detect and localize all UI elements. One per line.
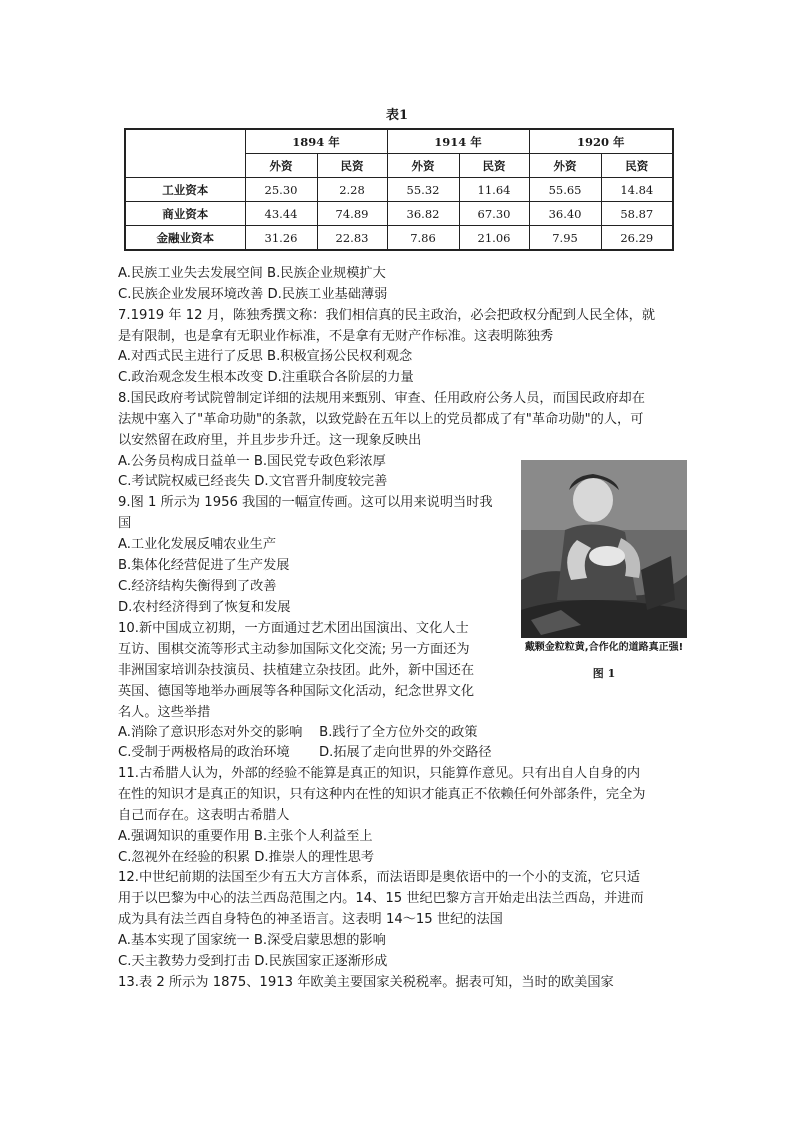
- q9-option-d: D.农村经济得到了恢复和发展: [118, 600, 291, 615]
- table-cell: 58.87: [601, 202, 673, 226]
- q7-options-ab: A.对西式民主进行了反思 B.积极宣扬公民权利观念: [118, 349, 413, 364]
- capital-table: [124, 128, 674, 251]
- q9-stem-line: 9.图 1 所示为 1956 我国的一幅宣传画。这可以用来说明当时我: [118, 495, 493, 510]
- q10-stem-line: 英国、德国等地举办画展等各种国际文化活动，纪念世界文化: [118, 684, 475, 699]
- subheader-cell: 民资: [601, 154, 673, 178]
- subheader-cell: 民资: [317, 154, 387, 178]
- q7-stem-line: 是有限制，也是拿有无职业作标准，不是拿有无财产作标准。这表明陈独秀: [118, 329, 554, 344]
- q7-options-cd: C.政治观念发生根本改变 D.注重联合各阶层的力量: [118, 370, 414, 385]
- year-header: 1920 年: [529, 129, 673, 154]
- q12-stem-line: 12.中世纪前期的法国至少有五大方言体系，而法语即是奥依语中的一个小的支流，它只适: [118, 870, 641, 885]
- table-cell: 25.30: [245, 178, 317, 202]
- subheader-cell: 外资: [387, 154, 459, 178]
- q11-options-ab: A.强调知识的重要作用 B.主张个人利益至上: [118, 829, 373, 844]
- table-row: [125, 178, 673, 202]
- table-cell: 7.95: [529, 226, 601, 251]
- propaganda-poster-image: [521, 460, 687, 638]
- table-1-title: 表1: [385, 108, 409, 123]
- q12-options-cd: C.天主教势力受到打击 D.民族国家正逐渐形成: [118, 954, 388, 969]
- subheader-cell: 民资: [459, 154, 529, 178]
- row-label: 金融业资本: [125, 226, 245, 251]
- q10-options-cd: C.受制于两极格局的政治环境 D.拓展了走向世界的外交路径: [118, 745, 492, 760]
- poster-caption: 戴颗金粒粒黄,合作化的道路真正强!: [521, 638, 687, 657]
- q9-option-c: C.经济结构失衡得到了改善: [118, 579, 277, 594]
- table-cell: 74.89: [317, 202, 387, 226]
- poster-illustration: [521, 460, 687, 638]
- table-cell: 55.65: [529, 178, 601, 202]
- q10-options-ab: A.消除了意识形态对外交的影响 B.践行了全方位外交的政策: [118, 725, 478, 740]
- table-cell: 55.32: [387, 178, 459, 202]
- table-row: [125, 226, 673, 251]
- table-year-row: [125, 129, 673, 154]
- q12-stem-line: 用于以巴黎为中心的法兰西岛范围之内。14、15 世纪巴黎方言开始走出法兰西岛，并进而: [118, 891, 644, 906]
- figure-1-label: 图 1: [592, 667, 616, 680]
- q10-stem-line: 10.新中国成立初期，一方面通过艺术团出国演出、文化人士: [118, 621, 469, 636]
- q8-stem-line: 法规中塞入了"革命功勋"的条款，以致党龄在五年以上的党员都成了有"革命功勋"的人，可: [118, 412, 644, 427]
- table-cell: 14.84: [601, 178, 673, 202]
- table-cell: 67.30: [459, 202, 529, 226]
- q7-stem-line: 7.1919 年 12 月，陈独秀撰文称：我们相信真的民主政治，必会把政权分配到人民全体，就: [118, 308, 656, 323]
- table-cell: 43.44: [245, 202, 317, 226]
- table-cell: 2.28: [317, 178, 387, 202]
- q11-stem-line: 在性的知识才是真正的知识，只有这种内在性的知识才能真正不依赖任何外部条件，完全为: [118, 787, 646, 802]
- year-header: 1914 年: [387, 129, 529, 154]
- table-cell: 31.26: [245, 226, 317, 251]
- q9-option-a: A.工业化发展反哺农业生产: [118, 537, 277, 552]
- q9-stem-line: 国: [118, 516, 132, 531]
- q8-options-ab: A.公务员构成日益单一 B.国民党专政色彩浓厚: [118, 454, 386, 469]
- row-label: 工业资本: [125, 178, 245, 202]
- table-cell: 36.82: [387, 202, 459, 226]
- q6-options-cd: C.民族企业发展环境改善 D.民族工业基础薄弱: [118, 287, 388, 302]
- subheader-cell: 外资: [245, 154, 317, 178]
- q11-options-cd: C.忽视外在经验的积累 D.推崇人的理性思考: [118, 850, 375, 865]
- q8-options-cd: C.考试院权威已经丧失 D.文官晋升制度较完善: [118, 474, 388, 489]
- q10-stem-line: 互访、围棋交流等形式主动参加国际文化交流; 另一方面还为: [118, 642, 470, 657]
- table-cell: 26.29: [601, 226, 673, 251]
- subheader-cell: 外资: [529, 154, 601, 178]
- row-label: 商业资本: [125, 202, 245, 226]
- q9-option-b: B.集体化经营促进了生产发展: [118, 558, 290, 573]
- q13-stem-line: 13.表 2 所示为 1875、1913 年欧美主要国家关税税率。据表可知，当时的欧美国家: [118, 975, 614, 990]
- q8-stem-line: 8.国民政府考试院曾制定详细的法规用来甄别、审查、任用政府公务人员，而国民政府却在: [118, 391, 645, 406]
- q10-stem-line: 非洲国家培训杂技演员、扶植建立杂技团。此外，新中国还在: [118, 663, 475, 678]
- year-header: 1894 年: [245, 129, 387, 154]
- table-row: [125, 202, 673, 226]
- table-cell: 21.06: [459, 226, 529, 251]
- table-corner-cell: [125, 129, 245, 178]
- table-cell: 7.86: [387, 226, 459, 251]
- q6-options-ab: A.民族工业失去发展空间 B.民族企业规模扩大: [118, 266, 386, 281]
- q10-stem-line: 名人。这些举措: [118, 705, 211, 720]
- table-cell: 22.83: [317, 226, 387, 251]
- q11-stem-line: 11.古希腊人认为，外部的经验不能算是真正的知识，只能算作意见。只有出自人自身的内: [118, 766, 641, 781]
- q8-stem-line: 以安然留在政府里，并且步步升迁。这一现象反映出: [118, 433, 422, 448]
- table-cell: 11.64: [459, 178, 529, 202]
- q12-stem-line: 成为具有法兰西自身特色的神圣语言。这表明 14～15 世纪的法国: [118, 912, 503, 927]
- q11-stem-line: 自己而存在。这表明古希腊人: [118, 808, 290, 823]
- q12-options-ab: A.基本实现了国家统一 B.深受启蒙思想的影响: [118, 933, 386, 948]
- table-cell: 36.40: [529, 202, 601, 226]
